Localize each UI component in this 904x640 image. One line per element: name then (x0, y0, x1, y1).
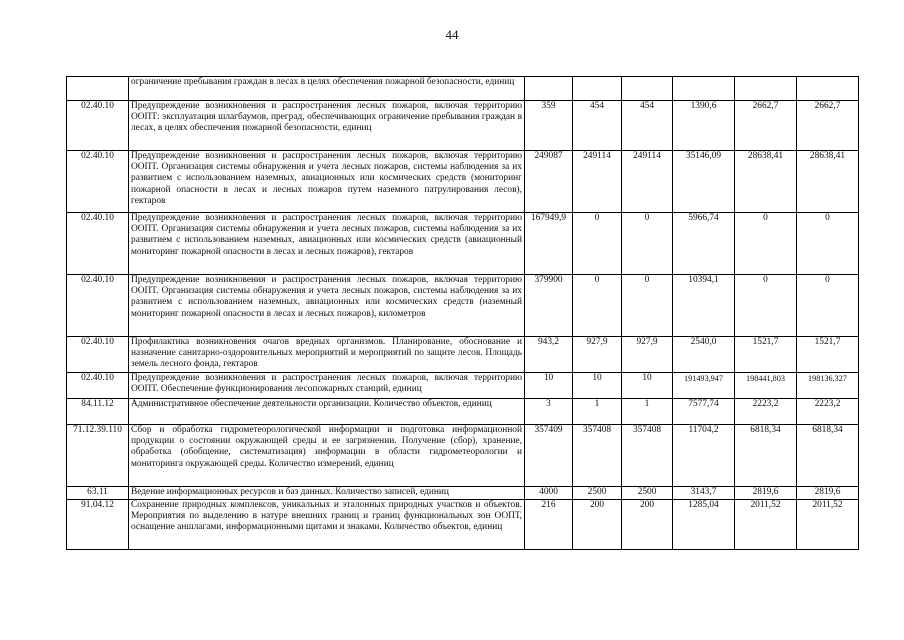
row-value-1 (525, 77, 573, 101)
row-value-2: 0 (573, 213, 622, 275)
table-row (67, 101, 859, 151)
row-value-3: 454 (622, 101, 673, 151)
row-value-4: 3143,7 (673, 487, 735, 500)
row-description: ограничение пребывания граждан в лесах в целях обеспечения пожарной безопасности, единиц (129, 77, 525, 101)
row-value-3: 0 (622, 213, 673, 275)
row-value-2: 927,9 (573, 337, 622, 373)
row-value-6: 2223,2 (797, 399, 859, 425)
row-value-3: 2500 (622, 487, 673, 500)
row-value-5: 2011,52 (735, 500, 797, 550)
row-code: 02.40.10 (67, 373, 129, 399)
row-value-4 (673, 77, 735, 101)
row-value-1: 10 (525, 373, 573, 399)
table-row (67, 373, 859, 399)
row-value-6: 6818,34 (797, 425, 859, 487)
row-description: Предупреждение возникновения и распространения лесных пожаров, включая территорию ООПТ: эксплуатация шлагбаумов, преград, обеспечивающих ограничение пребывания граждан в лесах, в целях обеспечения пожарной безопасности, единиц (129, 101, 525, 151)
row-value-6: 2819,6 (797, 487, 859, 500)
row-description: Предупреждение возникновения и распространения лесных пожаров, включая территорию ООПТ. Организация системы обнаружения и учета лесных пожаров, системы наблюдения за их развитием с использованием наземных, авиационных или космических средств (авиационный мониторинг пожарной опасности в лесах и лесных пожаров), гектаров (129, 213, 525, 275)
row-code: 91.04.12 (67, 500, 129, 550)
row-code: 02.40.10 (67, 101, 129, 151)
row-value-2: 10 (573, 373, 622, 399)
row-value-2: 200 (573, 500, 622, 550)
table-row (67, 77, 859, 101)
table-row (67, 337, 859, 373)
page-number: 44 (445, 27, 459, 42)
row-value-3: 10 (622, 373, 673, 399)
table-row (67, 151, 859, 213)
row-value-2: 454 (573, 101, 622, 151)
row-value-4: 5966,74 (673, 213, 735, 275)
row-value-5 (735, 77, 797, 101)
row-value-4: 2540,0 (673, 337, 735, 373)
row-value-3: 249114 (622, 151, 673, 213)
row-value-1: 379900 (525, 275, 573, 337)
row-code: 84.11.12 (67, 399, 129, 425)
row-value-6: 2662,7 (797, 101, 859, 151)
row-value-1: 216 (525, 500, 573, 550)
row-description: Ведение информационных ресурсов и баз данных. Количество записей, единиц (129, 487, 525, 500)
table-row (67, 425, 859, 487)
row-value-1: 3 (525, 399, 573, 425)
row-value-1: 359 (525, 101, 573, 151)
table-row (67, 213, 859, 275)
row-value-5: 2223,2 (735, 399, 797, 425)
row-code: 02.40.10 (67, 213, 129, 275)
row-value-4: 1285,04 (673, 500, 735, 550)
row-code (67, 77, 129, 101)
row-code: 02.40.10 (67, 275, 129, 337)
row-value-1: 167949,9 (525, 213, 573, 275)
row-value-2 (573, 77, 622, 101)
row-code: 02.40.10 (67, 337, 129, 373)
row-value-5: 2662,7 (735, 101, 797, 151)
row-value-5: 2819,6 (735, 487, 797, 500)
table-row (67, 487, 859, 500)
row-value-2: 357408 (573, 425, 622, 487)
row-description: Профилактика возникновения очагов вредных организмов. Планирование, обоснование и назначение санитарно-оздоровительных мероприятий и мероприятий по защите лесов. Площадь земель лесного фонда, гектаров (129, 337, 525, 373)
row-value-6: 2011,52 (797, 500, 859, 550)
row-value-3: 1 (622, 399, 673, 425)
row-value-3: 200 (622, 500, 673, 550)
row-value-5: 28638,41 (735, 151, 797, 213)
row-value-5: 1521,7 (735, 337, 797, 373)
row-value-1: 4000 (525, 487, 573, 500)
row-value-3: 927,9 (622, 337, 673, 373)
row-code: 63.11 (67, 487, 129, 500)
row-value-2: 0 (573, 275, 622, 337)
row-value-5: 0 (735, 213, 797, 275)
row-value-2: 2500 (573, 487, 622, 500)
row-value-2: 249114 (573, 151, 622, 213)
row-value-6: 0 (797, 213, 859, 275)
row-value-6: 1521,7 (797, 337, 859, 373)
row-value-6: 28638,41 (797, 151, 859, 213)
row-value-3: 357408 (622, 425, 673, 487)
row-description: Сохранение природных комплексов, уникальных и эталонных природных участков и объектов. Мероприятия по выделению в натуре внешних границ и границ функциональных зон ООПТ, оснащение аншлагами, информационными щитами и знаками. Количество объектов, единиц (129, 500, 525, 550)
row-code: 71.12.39.110 (67, 425, 129, 487)
row-description: Административное обеспечение деятельности организации. Количество объектов, единиц (129, 399, 525, 425)
row-description: Предупреждение возникновения и распространения лесных пожаров, включая территорию ООПТ. Организация системы обнаружения и учета лесных пожаров, системы наблюдения за их развитием с использованием наземных, авиационных или космических средств (мониторинг пожарной опасности в лесах и лесных пожаров путем наземного патрулирования лесов), гектаров (129, 151, 525, 213)
table-row (67, 399, 859, 425)
row-value-1: 249087 (525, 151, 573, 213)
row-value-1: 357409 (525, 425, 573, 487)
row-value-4: 35146,09 (673, 151, 735, 213)
row-description: Предупреждение возникновения и распространения лесных пожаров, включая территорию ООПТ. Обеспечение функционирования лесопожарных станций, единиц (129, 373, 525, 399)
row-value-4: 191493,947 (673, 373, 735, 399)
budget-table (66, 76, 859, 550)
row-value-3 (622, 77, 673, 101)
row-value-4: 10394,1 (673, 275, 735, 337)
row-description: Сбор и обработка гидрометеорологической информации и подготовка информационной продукции о состоянии окружающей среды и ее загрязнении. Получение (сбор), хранение, обработка (обобщение, систематизация) информации в области гидрометеорологии и мониторинга окружающей среды. Количество измерений, единиц (129, 425, 525, 487)
row-value-2: 1 (573, 399, 622, 425)
row-value-4: 7577,74 (673, 399, 735, 425)
row-value-3: 0 (622, 275, 673, 337)
row-code: 02.40.10 (67, 151, 129, 213)
row-value-6 (797, 77, 859, 101)
row-value-5: 6818,34 (735, 425, 797, 487)
row-description: Предупреждение возникновения и распространения лесных пожаров, включая территорию ООПТ. Организация системы обнаружения и учета лесных пожаров, системы наблюдения за их развитием с использованием наземных, авиационных или космических средств (наземный мониторинг пожарной опасности в лесах и лесных пожаров), километров (129, 275, 525, 337)
row-value-5: 0 (735, 275, 797, 337)
row-value-6: 198136,327 (797, 373, 859, 399)
row-value-6: 0 (797, 275, 859, 337)
table-row (67, 275, 859, 337)
row-value-4: 1390,6 (673, 101, 735, 151)
row-value-1: 943,2 (525, 337, 573, 373)
row-value-5: 198441,803 (735, 373, 797, 399)
table-row (67, 500, 859, 550)
row-value-4: 11704,2 (673, 425, 735, 487)
